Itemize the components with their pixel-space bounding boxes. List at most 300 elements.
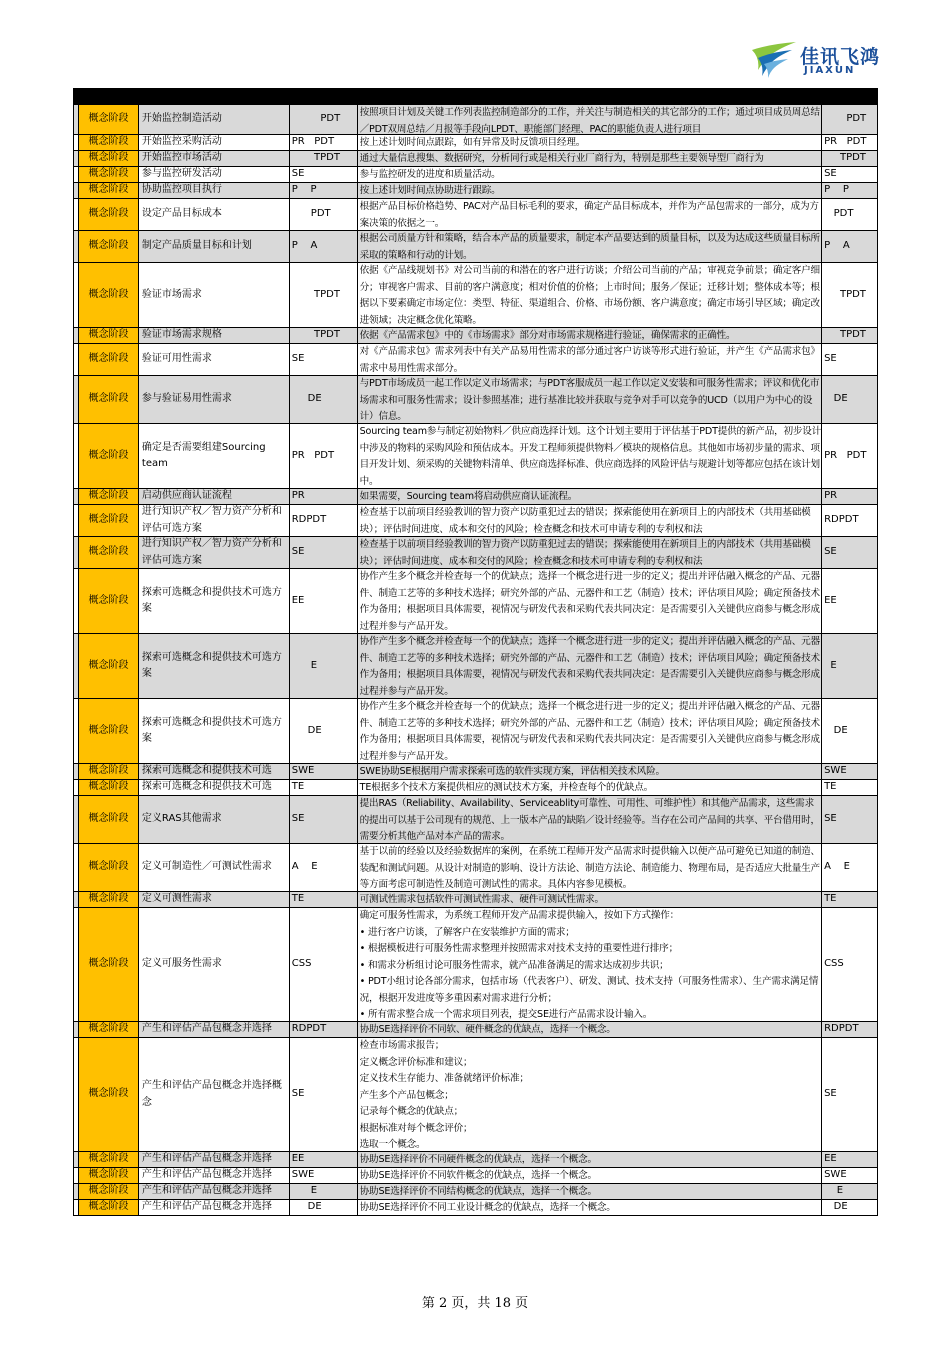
description-cell [358,344,822,375]
activity-cell [139,699,290,763]
role-repeat-cell [822,167,878,182]
role-repeat-label: DE [824,724,848,736]
role-label: P A [291,240,318,252]
activity-label: 探索可选概念和提供技术可选 [141,781,272,793]
activity-cell [139,344,290,375]
stage-label: 概念阶段 [88,781,129,793]
role-label: RDPDT [291,1023,327,1035]
role-repeat-label: EE [824,594,837,606]
description-text: 协作产生多个概念并检查每一个的优缺点；选择一个概念进行进一步的定义；提出并评估融入概念的产品、元器件、制造工艺等的多种技术选择；研究外部的产品、元器件和工艺（制造）技术；评估项目风险；确定预备技术作为备用；根据项目具体需要，视情况与研发代表和采购代表共同决定：是否需要引入关键供应商参与概念形成过程并参与产品开发。 [359,701,820,762]
stage-cell [79,1200,139,1215]
table-header-bar [73,88,878,104]
role-label: DE [291,393,322,405]
role-cell [290,263,358,327]
table-row [73,199,878,231]
activity-cell [139,505,290,536]
description-cell [358,796,822,843]
activity-label: 协助监控项目执行 [141,184,222,196]
role-repeat-label: P A [824,240,850,252]
role-repeat-cell [822,699,878,763]
role-label: PDT [291,113,341,125]
activity-cell [139,1184,290,1199]
activity-cell [139,263,290,327]
table-row [73,344,878,376]
table-row [73,634,878,699]
activity-label: 探索可选概念和提供技术可选方案 [141,586,282,614]
role-repeat-cell [822,344,878,375]
description-cell [358,1152,822,1167]
role-repeat-label: TE [824,781,837,793]
role-repeat-cell [822,376,878,423]
description-text: 检查基于以前项目经验教训的智力资产以防重犯过去的错误；探索能使用在新项目上的内部技术（共用基础模块）；评估时间进度、成本和交付的风险；检查概念和技术可申请专利的专利权和法 [359,539,811,567]
role-label: P P [291,184,317,196]
role-repeat-label: PR [824,490,838,502]
description-cell [358,634,822,698]
role-repeat-label: SWE [824,765,847,777]
table-row [73,780,878,796]
role-repeat-label: DE [824,1201,848,1213]
stage-label: 概念阶段 [88,1169,129,1181]
activity-cell [139,231,290,262]
role-label: PDT [291,208,331,220]
stage-cell [79,105,139,134]
table-row [73,183,878,199]
activity-label: 产生和评估产品包概念并选择概念 [141,1080,282,1108]
stage-label: 概念阶段 [88,1153,129,1165]
description-text: 协助SE选择评价不同软件概念的优缺点，选择一个概念。 [359,1170,597,1181]
activity-label: 开始监控采购活动 [141,136,222,148]
stage-cell [79,505,139,536]
description-text: 通过大量信息搜集、数据研究，分析同行或是相关行业厂商行为，特别是那些主要领导型厂商行为 [359,153,764,164]
description-cell [358,199,822,230]
activity-cell [139,1038,290,1151]
role-label: DE [291,724,322,736]
description-text: 对《产品需求包》需求列表中有关产品易用性需求的部分通过客户访谈等形式进行验证，并产生《产品需求包》需求中易用性需求部分。 [359,346,820,374]
role-cell [290,844,358,891]
activity-label: 定义可测性需求 [141,893,212,905]
table-row [73,537,878,569]
role-label: RDPDT [291,514,327,526]
activity-label: 产生和评估产品包概念并选择 [141,1023,272,1035]
description-text: 按上述计划时间点协助进行跟踪。 [359,185,501,196]
role-cell [290,537,358,568]
activity-label: 探索可选概念和提供技术可选方案 [141,651,282,679]
role-label: PR [291,490,305,502]
activity-label: 启动供应商认证流程 [141,490,232,502]
role-label: SWE [291,1169,315,1181]
role-repeat-cell [822,1200,878,1215]
activity-label: 参与监控研发活动 [141,168,222,180]
role-repeat-cell [822,263,878,327]
table-row [73,569,878,634]
role-repeat-label: SE [824,813,837,825]
activity-label: 确定是否需要组建Sourcing team [141,441,266,469]
activity-cell [139,634,290,698]
description-text: 检查基于以前项目经验教训的智力资产以防重犯过去的错误；探索能使用在新项目上的内部技术（共用基础模块）；评估时间进度、成本和交付的风险；检查概念和技术可申请专利的专利权和法 [359,507,811,535]
logo-chinese-name: 佳讯飞鸿 [800,46,881,68]
stage-cell [79,1152,139,1167]
role-repeat-cell [822,764,878,779]
activity-label: 探索可选概念和提供技术可选 [141,765,272,777]
activity-label: 进行知识产权／智力资产分析和评估可选方案 [141,506,282,534]
stage-label: 概念阶段 [88,765,129,777]
activity-cell [139,199,290,230]
table-row [73,231,878,263]
activity-cell [139,376,290,423]
role-label: CSS [291,958,312,970]
stage-label: 概念阶段 [88,168,129,180]
description-text: 与PDT市场成员一起工作以定义市场需求；与PDT客服成员一起工作以定义安装和可服务性需求；评议和优化市场需求和可服务性需求；设计参照基准；进行基准比较并获取与竞争对手可以竞争的UCD（以用户为中心的设计）信息。 [359,378,820,422]
role-label: DE [291,1201,322,1213]
stage-cell [79,263,139,327]
stage-label: 概念阶段 [88,152,129,164]
role-repeat-cell [822,328,878,343]
role-repeat-label: PR PDT [824,449,867,461]
stage-label: 概念阶段 [88,893,129,905]
activity-cell [139,1022,290,1037]
role-label: TE [291,893,305,905]
description-cell [358,908,822,1021]
role-repeat-cell [822,135,878,150]
description-text: 依据《产品线规划书》对公司当前的和潜在的客户进行访谈；介绍公司当前的产品；审视竞争前景；确定客户细分；审视客户需求、目前的客户满意度；相对价值的价格；上市时间；服务／保证；迁移计划；整体成本等；根据以下要素确定市场定位：类型、特征、渠道组合、价格、市场份额、客户满意度；确定市场引导区域；确定改进领域；决定概念优化策略。 [359,265,820,326]
table-row [73,844,878,892]
stage-label: 概念阶段 [88,1023,129,1035]
role-label: A E [291,861,318,873]
stage-label: 概念阶段 [88,1185,129,1197]
description-text: Sourcing team参与制定初始物料／供应商选择计划。这个计划主要用于评估基于PDT提供的新产品，初步设计中涉及的物料的采购风险和预估成本。开发工程师须提供物料／模块的规格信息。其他如市场初步量的需求、项目开发计划、须采购的关键物料清单、供应商选择标准、供应商选择的风险评估与规避计划等都应包括在该计划中。 [359,426,822,487]
logo-english-name: JIAXUN [804,65,856,76]
table-row [73,489,878,505]
stage-label: 概念阶段 [88,546,129,558]
description-text: 协助SE选择评价不同结构概念的优缺点，选择一个概念。 [359,1186,597,1197]
role-repeat-label: PR PDT [824,136,867,148]
activity-cell [139,135,290,150]
description-cell [358,537,822,568]
role-repeat-label: EE [824,1153,837,1165]
role-repeat-label: P P [824,184,849,196]
table-row [73,328,878,344]
table-row [73,505,878,537]
stage-cell [79,892,139,907]
table-row [73,1022,878,1038]
role-cell [290,328,358,343]
role-label: SE [291,546,305,558]
role-repeat-cell [822,231,878,262]
activity-cell [139,183,290,198]
stage-cell [79,344,139,375]
activity-label: 开始监控市场活动 [141,152,222,164]
role-repeat-cell [822,537,878,568]
activity-label: 定义RAS其他需求 [141,813,222,825]
table-row [73,1168,878,1184]
table-row [73,1200,878,1216]
stage-cell [79,764,139,779]
activity-cell [139,424,290,488]
description-text: 协作产生多个概念并检查每一个的优缺点；选择一个概念进行进一步的定义；提出并评估融入概念的产品、元器件、制造工艺等的多种技术选择；研究外部的产品、元器件和工艺（制造）技术；评估项目风险；确定预备技术作为备用；根据项目具体需要，视情况与研发代表和采购代表共同决定：是否需要引入关键供应商参与概念形成过程并参与产品开发。 [359,636,820,697]
description-cell [358,699,822,763]
role-repeat-label: RDPDT [824,514,859,526]
role-repeat-cell [822,1168,878,1183]
role-label: TPDT [291,152,340,164]
stage-label: 概念阶段 [88,861,129,873]
table-row [73,699,878,764]
description-text: 提出RAS（Reliability、Availability、Serviceablity可靠性、可用性、可维护性）和其他产品需求，这些需求的提出可以基于公司现有的规范、上一版本产品的缺陷／设计经验等。当存在公司产品间的共享、平台借用时，需要分析其他产品对本产品的需求。 [359,798,820,842]
role-cell [290,764,358,779]
activity-cell [139,1168,290,1183]
activity-label: 产生和评估产品包概念并选择 [141,1185,272,1197]
description-cell [358,569,822,633]
stage-label: 概念阶段 [88,208,129,220]
stage-cell [79,796,139,843]
activity-table [73,104,878,1216]
stage-cell [79,376,139,423]
stage-label: 概念阶段 [88,288,129,300]
activity-label: 设定产品目标成本 [141,208,222,220]
role-cell [290,1200,358,1215]
role-cell [290,489,358,504]
stage-cell [79,151,139,166]
role-repeat-cell [822,908,878,1021]
stage-cell [79,844,139,891]
role-label: TPDT [291,329,340,341]
role-label: SE [291,353,305,365]
role-cell [290,505,358,536]
role-label: SE [291,1088,305,1100]
activity-label: 制定产品质量目标和计划 [141,240,252,252]
stage-label: 概念阶段 [88,958,129,970]
activity-label: 产生和评估产品包概念并选择 [141,1153,272,1165]
stage-cell [79,1022,139,1037]
role-repeat-label: TE [824,893,837,905]
stage-label: 概念阶段 [88,184,129,196]
description-text: 确定可服务性需求，为系统工程师开发产品需求提供输入，按如下方式操作： • 进行客户访谈，了解客户在安装维护方面的需求； • 根据模板进行可服务性需求整理并按照需求对技术支持的重要性进行排序； • 和需求分析组讨论可服务性需求，就产品准备满足的需求达成初步共识； • PDT小组讨论各部分需求，包括市场（代表客户）、研发、测试、技术支持（可服务性需求）、生产需求满足情况，根据开发进度等多重因素对需求进行分析； • 所有需求整合成一个需求项目列表，提交SE进行产品需求设计输入。 [359,910,819,1020]
description-cell [358,505,822,536]
table-row [73,376,878,424]
role-repeat-label: PDT [824,113,867,125]
table-row [73,151,878,167]
description-text: 协作产生多个概念并检查每一个的优缺点；选择一个概念进行进一步的定义；提出并评估融入概念的产品、元器件、制造工艺等的多种技术选择；研究外部的产品、元器件和工艺（制造）技术；评估项目风险；确定预备技术作为备用；根据项目具体需要，视情况与研发代表和采购代表共同决定：是否需要引入关键供应商参与概念形成过程并参与产品开发。 [359,571,820,632]
description-text: SWE协助SE根据用户需求探索可选的软件实现方案，评估相关技术风险。 [359,766,665,777]
activity-label: 验证市场需求 [141,288,202,300]
page-footer: 第 2 页，共 18 页 [421,1296,529,1311]
description-cell [358,764,822,779]
role-cell [290,1022,358,1037]
stage-label: 概念阶段 [88,393,129,405]
role-cell [290,344,358,375]
role-cell [290,151,358,166]
description-text: 基于以前的经验以及经验数据库的案例，在系统工程师开发产品需求时提供输入以便产品可避免已知道的制造、装配和测试问题。从设计对制造的影响、设计方法论、制造方法论、制造能力、物理布局，是否适应大批量生产等方面考虑可制造性及制造可测试性的需求。具体内容参见模板。 [359,846,820,890]
activity-label: 探索可选概念和提供技术可选方案 [141,716,282,744]
stage-cell [79,328,139,343]
role-cell [290,105,358,134]
stage-label: 概念阶段 [88,240,129,252]
stage-label: 概念阶段 [88,329,129,341]
role-cell [290,1168,358,1183]
activity-cell [139,892,290,907]
activity-cell [139,780,290,795]
stage-label: 概念阶段 [88,514,129,526]
activity-label: 产生和评估产品包概念并选择 [141,1201,272,1213]
role-repeat-label: SE [824,168,837,180]
activity-label: 产生和评估产品包概念并选择 [141,1169,272,1181]
table-row [73,135,878,151]
description-cell [358,892,822,907]
role-label: PR PDT [291,136,335,148]
role-cell [290,892,358,907]
role-label: PR PDT [291,449,335,461]
description-cell [358,1200,822,1215]
stage-cell [79,199,139,230]
role-repeat-label: DE [824,393,848,405]
role-cell [290,183,358,198]
table-row [73,263,878,328]
activity-label: 验证可用性需求 [141,353,212,365]
stage-label: 概念阶段 [88,1201,129,1213]
activity-cell [139,1152,290,1167]
description-cell [358,424,822,488]
activity-cell [139,489,290,504]
description-text: 按照项目计划及关键工作列表监控制造部分的工作，并关注与制造相关的其它部分的工作；通过项目成员周总结／PDT双周总结／月报等手段向LPDT、职能部门经理、PAC的职能负责人进行项目 [359,107,820,134]
role-repeat-cell [822,199,878,230]
stage-cell [79,699,139,763]
activity-cell [139,167,290,182]
stage-cell [79,489,139,504]
role-repeat-cell [822,569,878,633]
role-repeat-label: SE [824,353,837,365]
description-cell [358,135,822,150]
description-text: TE根据多个技术方案提供相应的测试技术方案，并检查每个的优缺点。 [359,782,653,793]
description-text: 参与监控研发的进度和质量活动。 [359,169,501,180]
table-row [73,908,878,1022]
stage-cell [79,183,139,198]
role-repeat-cell [822,105,878,134]
role-repeat-cell [822,424,878,488]
role-repeat-cell [822,796,878,843]
description-cell [358,1184,822,1199]
description-cell [358,231,822,262]
role-repeat-label: TPDT [824,288,866,300]
activity-label: 定义可制造性／可测试性需求 [141,861,272,873]
role-cell [290,1184,358,1199]
description-text: 根据产品目标价格趋势、PAC对产品目标毛利的要求，确定产品目标成本，并作为产品包需求的一部分，成为方案决策的依据之一。 [359,201,819,229]
stage-label: 概念阶段 [88,136,129,148]
stage-label: 概念阶段 [88,659,129,671]
role-label: SE [291,168,305,180]
description-cell [358,780,822,795]
role-label: TPDT [291,288,340,300]
stage-cell [79,780,139,795]
role-repeat-label: TPDT [824,329,866,341]
role-repeat-cell [822,1038,878,1151]
stage-label: 概念阶段 [88,449,129,461]
stage-cell [79,1168,139,1183]
stage-cell [79,135,139,150]
activity-cell [139,764,290,779]
description-text: 按上述计划时间点跟踪，如有异常及时反馈项目经理。 [359,137,586,148]
stage-label: 概念阶段 [88,813,129,825]
role-repeat-cell [822,892,878,907]
stage-label: 概念阶段 [88,594,129,606]
table-row [73,424,878,489]
stage-cell [79,231,139,262]
role-repeat-label: SE [824,546,837,558]
activity-label: 参与验证易用性需求 [141,393,232,405]
role-repeat-label: E [824,659,837,671]
role-label: SWE [291,765,315,777]
stage-cell [79,537,139,568]
stage-cell [79,1184,139,1199]
activity-cell [139,908,290,1021]
stage-cell [79,569,139,633]
table-row [73,796,878,844]
role-label: TE [291,781,305,793]
activity-label: 开始监控制造活动 [141,113,222,125]
description-cell [358,167,822,182]
role-repeat-cell [822,1022,878,1037]
company-logo [750,40,890,80]
description-text: 根据公司质量方针和策略，结合本产品的质量要求，制定本产品要达到的质量目标，以及为达成这些质量目标所采取的策略和行动的计划。 [359,233,820,261]
role-cell [290,231,358,262]
role-label: E [291,659,318,671]
activity-label: 验证市场需求规格 [141,329,222,341]
role-cell [290,780,358,795]
role-cell [290,908,358,1021]
role-cell [290,1038,358,1151]
activity-cell [139,105,290,134]
role-label: EE [291,594,305,606]
description-cell [358,151,822,166]
table-row [73,892,878,908]
role-repeat-label: CSS [824,958,844,970]
role-repeat-label: SE [824,1088,837,1100]
table-row [73,1184,878,1200]
activity-cell [139,569,290,633]
description-text: 检查市场需求报告； 定义概念评价标准和建议； 定义技术生存能力、准备就绪评价标准； 产生多个产品包概念； 记录每个概念的优缺点； 根据标准对每个概念评价； 选取一个概念。 [359,1040,529,1150]
role-cell [290,796,358,843]
role-repeat-label: E [824,1185,844,1197]
stage-cell [79,167,139,182]
description-cell [358,1168,822,1183]
description-text: 如果需要，Sourcing team将启动供应商认证流程。 [359,491,578,502]
role-cell [290,424,358,488]
role-repeat-cell [822,634,878,698]
role-cell [290,167,358,182]
stage-label: 概念阶段 [88,113,129,125]
activity-cell [139,151,290,166]
table-row [73,1152,878,1168]
role-cell [290,376,358,423]
role-repeat-cell [822,183,878,198]
activity-label: 定义可服务性需求 [141,958,222,970]
role-repeat-cell [822,151,878,166]
description-cell [358,376,822,423]
activity-cell [139,844,290,891]
role-label: EE [291,1153,305,1165]
description-cell [358,489,822,504]
role-repeat-cell [822,1184,878,1199]
table-row [73,104,878,135]
activity-cell [139,1200,290,1215]
activity-cell [139,328,290,343]
role-cell [290,135,358,150]
stage-label: 概念阶段 [88,724,129,736]
role-label: E [291,1185,318,1197]
description-text: 协助SE选择评价不同工业设计概念的优缺点，选择一个概念。 [359,1202,616,1213]
description-text: 可测试性需求包括软件可测试性需求、硬件可测试性需求。 [359,894,604,905]
table-row [73,167,878,183]
stage-cell [79,908,139,1021]
description-text: 协助SE选择评价不同软、硬件概念的优缺点，选择一个概念。 [359,1024,616,1035]
